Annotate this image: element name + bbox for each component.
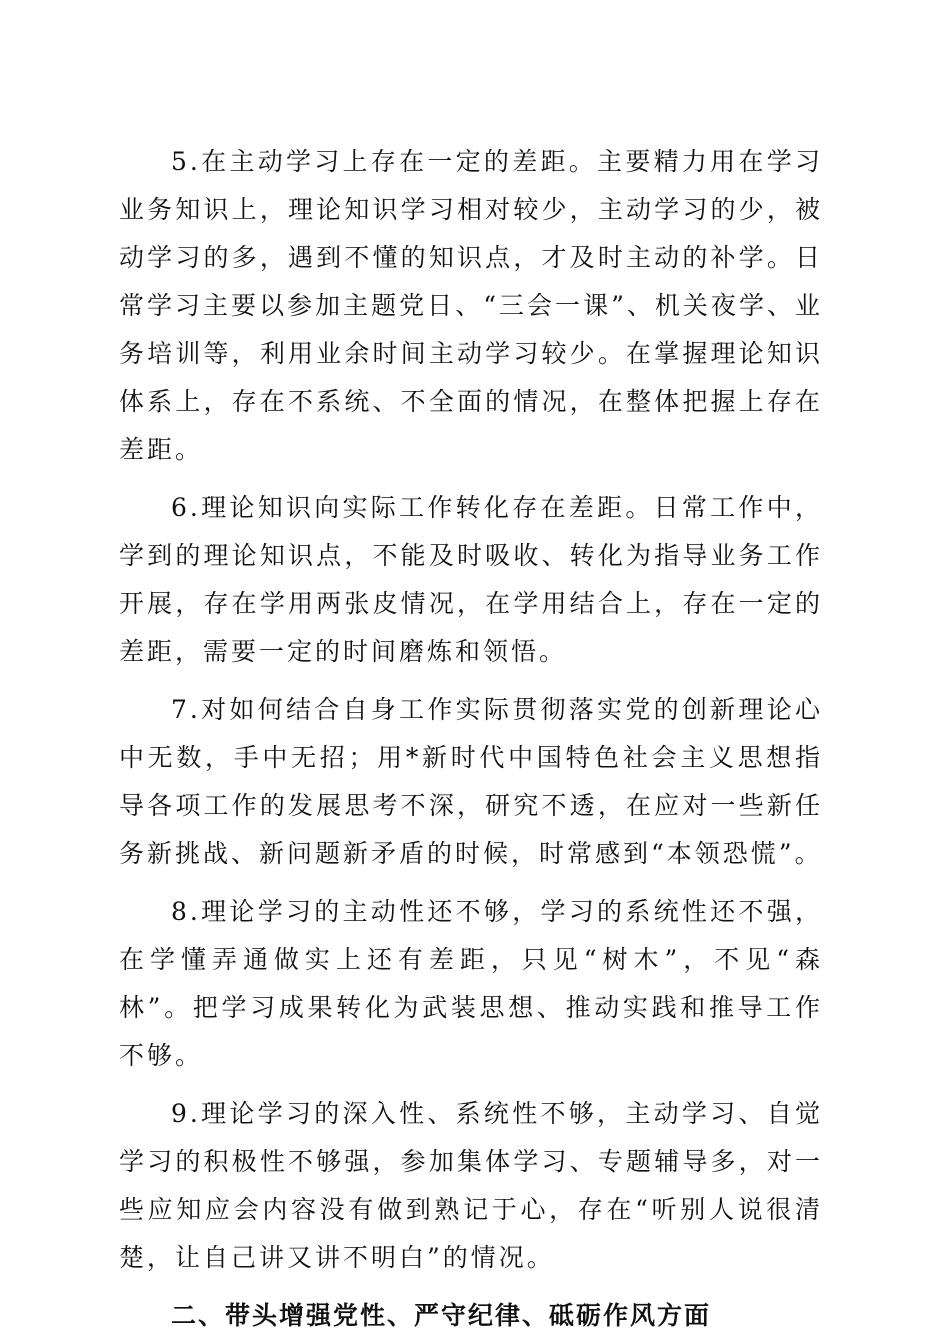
document-body bbox=[119, 138, 823, 1340]
paragraph-item-8: 8.理论学习的主动性还不够，学习的系统性还不强，在学懂弄通做实上还有差距，只见“树木”，不见“森林”。把学习成果转化为武装思想、推动实践和推导工作不够。 bbox=[119, 897, 823, 1070]
paragraph-item-7: 7.对如何结合自身工作实际贯彻落实党的创新理论心中无数，手中无招；用*新时代中国特色社会主义思想指导各项工作的发展思考不深，研究不透，在应对一些新任务新挑战、新问题新矛盾的时候，时常感到“本领恐慌”。 bbox=[119, 695, 823, 868]
paragraph-item-6: 6.理论知识向实际工作转化存在差距。日常工作中，学到的理论知识点，不能及时吸收、转化为指导业务工作开展，存在学用两张皮情况，在学用结合上，存在一定的差距，需要一定的时间磨炼和领悟。 bbox=[119, 493, 823, 666]
paragraph-item-5: 5.在主动学习上存在一定的差距。主要精力用在学习业务知识上，理论知识学习相对较少，主动学习的少，被动学习的多，遇到不懂的知识点，才及时主动的补学。日常学习主要以参加主题党日、“三会一课”、机关夜学、业务培训等，利用业余时间主动学习较少。在掌握理论知识体系上，存在不系统、不全面的情况，在整体把握上存在差距。 bbox=[119, 147, 823, 464]
paragraph-item-9: 9.理论学习的深入性、系统性不够，主动学习、自觉学习的积极性不够强，参加集体学习、专题辅导多，对一些应知应会内容没有做到熟记于心，存在“听别人说很清楚，让自己讲又讲不明白”的情况。 bbox=[119, 1099, 823, 1272]
section-heading: 二、带头增强党性、严守纪律、砥砺作风方面 bbox=[171, 1301, 712, 1330]
